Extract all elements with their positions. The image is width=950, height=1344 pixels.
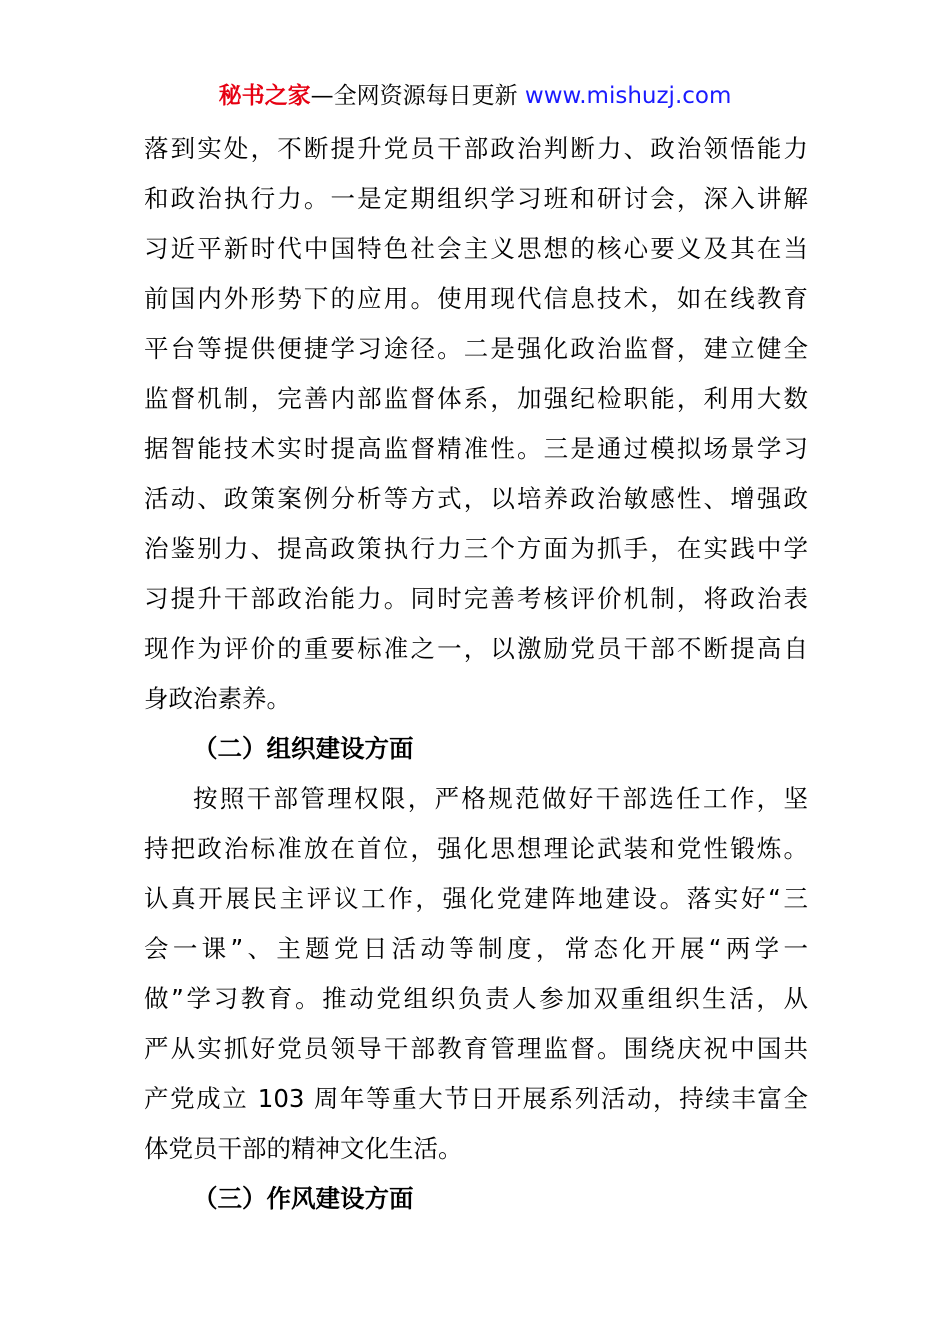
text-line: 认真开展民主评议工作，强化党建阵地建设。落实好“三 [144, 884, 808, 913]
text-line: 做”学习教育。推动党组织负责人参加双重组织生活，从 [144, 984, 808, 1013]
site-url: www.mishuzj.com [524, 83, 732, 109]
text-line: 习近平新时代中国特色社会主义思想的核心要义及其在当 [144, 234, 808, 263]
brand-name: 秘书之家 [218, 83, 311, 109]
text-line: 现作为评价的重要标准之一，以激励党员干部不断提高自 [144, 634, 808, 663]
text-line: 身政治素养。 [144, 684, 291, 713]
text-line: 会一课”、主题党日活动等制度，常态化开展“两学一 [144, 934, 808, 963]
document-body [144, 124, 808, 1224]
text-line: 严从实抓好党员领导干部教育管理监督。围绕庆祝中国共 [144, 1034, 808, 1063]
text-line: 监督机制，完善内部监督体系，加强纪检职能，利用大数 [144, 384, 808, 413]
text-line: 治鉴别力、提高政策执行力三个方面为抓手，在实践中学 [144, 534, 808, 563]
text-line: 体党员干部的精神文化生活。 [144, 1134, 463, 1163]
text-line: 前国内外形势下的应用。使用现代信息技术，如在线教育 [144, 284, 808, 313]
text-line: 和政治执行力。一是定期组织学习班和研讨会，深入讲解 [144, 184, 808, 213]
text-line: 活动、政策案例分析等方式，以培养政治敏感性、增强政 [144, 484, 808, 513]
paragraph-2 [144, 774, 808, 1174]
section-heading-organization: （二）组织建设方面 [193, 734, 414, 763]
text-line: 习提升干部政治能力。同时完善考核评价机制，将政治表 [144, 584, 808, 613]
page-header [0, 80, 950, 112]
text-line: 据智能技术实时提高监督精准性。三是通过模拟场景学习 [144, 434, 808, 463]
paragraph-1 [144, 124, 808, 724]
text-line: 平台等提供便捷学习途径。二是强化政治监督，建立健全 [144, 334, 808, 363]
header-slogan: —全网资源每日更新 [310, 83, 518, 109]
text-line: 落到实处，不断提升党员干部政治判断力、政治领悟能力 [144, 134, 808, 163]
text-line: 按照干部管理权限，严格规范做好干部选任工作，坚 [193, 784, 808, 813]
section-heading-work-style: （三）作风建设方面 [193, 1184, 414, 1213]
text-line: 持把政治标准放在首位，强化思想理论武装和党性锻炼。 [144, 834, 808, 863]
text-line: 产党成立 103 周年等重大节日开展系列活动，持续丰富全 [144, 1084, 808, 1113]
